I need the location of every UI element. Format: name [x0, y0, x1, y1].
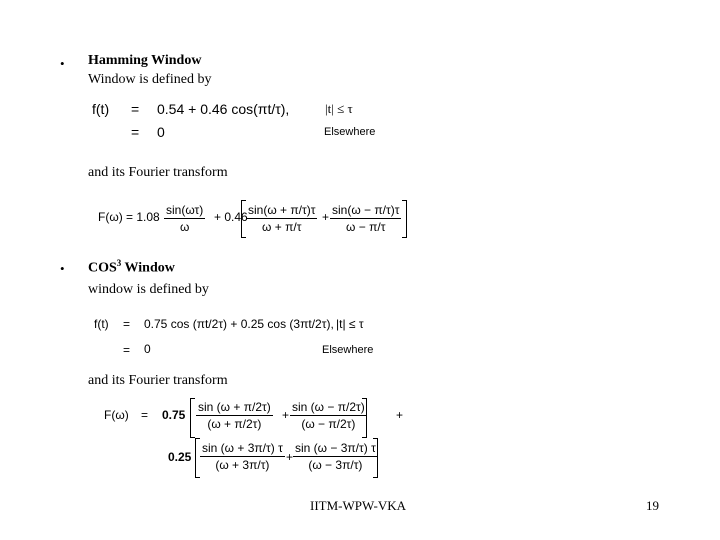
fourier-label: and its Fourier transform	[88, 165, 228, 180]
denominator: (ω + π/2τ)	[207, 417, 262, 431]
numerator: sin(ωτ)	[166, 203, 204, 217]
definition-equals: =	[123, 343, 131, 357]
bullet: •	[60, 261, 65, 276]
denominator: (ω − 3π/τ)	[308, 458, 363, 472]
fourier-label: and its Fourier transform	[88, 373, 228, 388]
definition-condition: Elsewhere	[324, 126, 376, 138]
right-bracket	[373, 438, 378, 478]
section-title: Hamming Window	[88, 53, 202, 68]
fourier-lhs: F(ω)	[104, 408, 129, 422]
fraction-bar	[246, 218, 317, 219]
numerator: sin (ω + π/2τ)	[198, 400, 271, 414]
left-bracket	[190, 398, 195, 438]
denominator: ω + π/τ	[262, 220, 302, 234]
title-text: Window	[121, 260, 175, 276]
fraction	[330, 203, 401, 234]
title-superscript: 3	[116, 258, 122, 268]
fourier-lhs: F(ω) = 1.08	[98, 210, 160, 224]
plus-sign: +	[396, 408, 404, 422]
fraction-bar	[290, 415, 367, 416]
plus-sign: +	[286, 450, 294, 464]
denominator: (ω − π/2τ)	[301, 417, 356, 431]
definition-equals: =	[131, 124, 140, 140]
fraction	[200, 441, 285, 472]
fraction-bar	[330, 218, 401, 219]
numerator: sin (ω − π/2τ)	[292, 400, 365, 414]
numerator: sin(ω − π/τ)τ	[332, 203, 400, 217]
plus-sign: +	[322, 210, 330, 224]
denominator: ω	[179, 220, 190, 234]
definition-expression: 0	[157, 124, 165, 140]
fraction	[164, 203, 205, 234]
definition-expression: 0.75 cos (πt/2τ) + 0.25 cos (3πt/2τ),	[144, 317, 334, 331]
plus-term: + 0.46	[214, 210, 248, 224]
fourier-equals: =	[141, 408, 149, 422]
fraction	[196, 400, 273, 431]
right-bracket	[362, 398, 367, 438]
definition-condition: Elsewhere	[322, 344, 374, 356]
definition-equals: =	[123, 317, 131, 331]
bullet: •	[60, 56, 65, 71]
numerator: sin (ω − 3π/τ) τ	[295, 441, 376, 455]
section-title	[88, 258, 175, 277]
plus-sign: +	[282, 408, 290, 422]
title-text: COS	[88, 260, 117, 276]
denominator: ω − π/τ	[346, 220, 386, 234]
right-bracket	[402, 200, 407, 238]
fraction-bar	[164, 218, 205, 219]
coefficient: 0.75	[162, 408, 186, 422]
fraction	[290, 400, 367, 431]
fraction	[293, 441, 378, 472]
numerator: sin(ω + π/τ)τ	[248, 203, 316, 217]
definition-expression: 0	[144, 342, 151, 356]
fraction	[246, 203, 317, 234]
section-subtitle: Window is defined by	[88, 72, 212, 87]
fraction-bar	[293, 456, 378, 457]
definition-condition: |t| ≤ τ	[325, 101, 353, 116]
definition-expression: 0.54 + 0.46 cos(πt/τ),	[157, 101, 290, 117]
definition-lhs: f(t)	[92, 101, 110, 117]
coefficient: 0.25	[168, 450, 192, 464]
footer-label: IITM-WPW-VKA	[310, 498, 407, 513]
definition-condition: |t| ≤ τ	[336, 317, 364, 331]
definition-equals: =	[131, 101, 140, 117]
page-number: 19	[646, 498, 659, 513]
numerator: sin (ω + 3π/τ) τ	[202, 441, 283, 455]
definition-lhs: f(t)	[94, 317, 109, 331]
fraction-bar	[196, 415, 273, 416]
fraction-bar	[200, 456, 285, 457]
denominator: (ω + 3π/τ)	[215, 458, 270, 472]
section-subtitle: window is defined by	[88, 282, 209, 297]
